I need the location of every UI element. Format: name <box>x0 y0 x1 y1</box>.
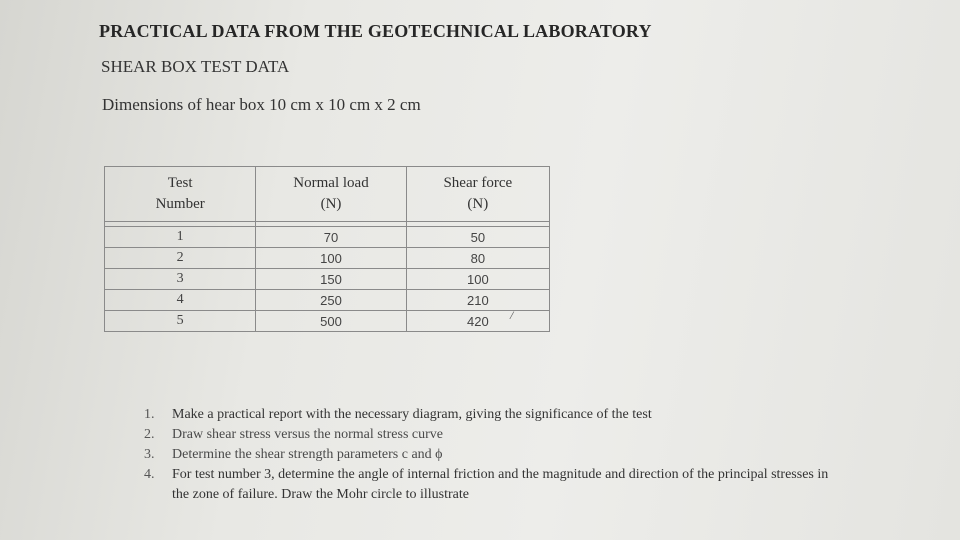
table-row <box>105 311 550 332</box>
document-title: PRACTICAL DATA FROM THE GEOTECHNICAL LABORATORY <box>99 21 652 41</box>
cell-normal-load: 70 <box>256 227 406 248</box>
cell-test: 4 <box>105 290 256 311</box>
table-row <box>105 269 550 290</box>
table-row <box>105 290 550 311</box>
cell-shear-force: 80 <box>406 248 549 269</box>
cell-shear-force: 50 <box>406 227 549 248</box>
questions-list <box>144 405 834 505</box>
cell-test: 5 <box>105 311 256 332</box>
document-subtitle: SHEAR BOX TEST DATA <box>101 57 290 76</box>
shear-box-data-table <box>104 166 550 332</box>
table-header-row <box>105 167 550 222</box>
question-number: 4. <box>144 467 155 482</box>
question-text: Draw shear stress versus the normal stress curve <box>172 427 443 442</box>
margin-mark: / <box>510 308 514 322</box>
question-number: 2. <box>144 427 155 442</box>
cell-test: 3 <box>105 269 256 290</box>
list-item <box>144 465 834 505</box>
question-number: 1. <box>144 407 155 422</box>
question-text: For test number 3, determine the angle of internal friction and the magnitude and direction of the principal stresses in the zone of failure. Draw the Mohr circle to illustrate <box>172 467 829 502</box>
cell-shear-force: 210 <box>406 290 549 311</box>
cell-normal-load: 100 <box>256 248 406 269</box>
table-row <box>105 227 550 248</box>
cell-test: 1 <box>105 227 256 248</box>
cell-shear-force: 100 <box>406 269 549 290</box>
shear-box-dimensions: Dimensions of hear box 10 cm x 10 cm x 2 cm <box>102 95 421 114</box>
table-row <box>105 248 550 269</box>
cell-test: 2 <box>105 248 256 269</box>
cell-normal-load: 500 <box>256 311 406 332</box>
list-item <box>144 425 834 445</box>
cell-shear-force: 420 <box>406 311 549 332</box>
question-text: Make a practical report with the necessary diagram, giving the significance of the test <box>172 407 652 422</box>
list-item <box>144 405 834 425</box>
question-number: 3. <box>144 447 155 462</box>
header-normal-load: Normal load (N) <box>256 167 406 222</box>
cell-normal-load: 150 <box>256 269 406 290</box>
header-test-number: Test Number <box>105 167 256 222</box>
cell-normal-load: 250 <box>256 290 406 311</box>
question-text: Determine the shear strength parameters c and ϕ <box>172 447 443 462</box>
list-item <box>144 445 834 465</box>
header-shear-force: Shear force (N) <box>406 167 549 222</box>
